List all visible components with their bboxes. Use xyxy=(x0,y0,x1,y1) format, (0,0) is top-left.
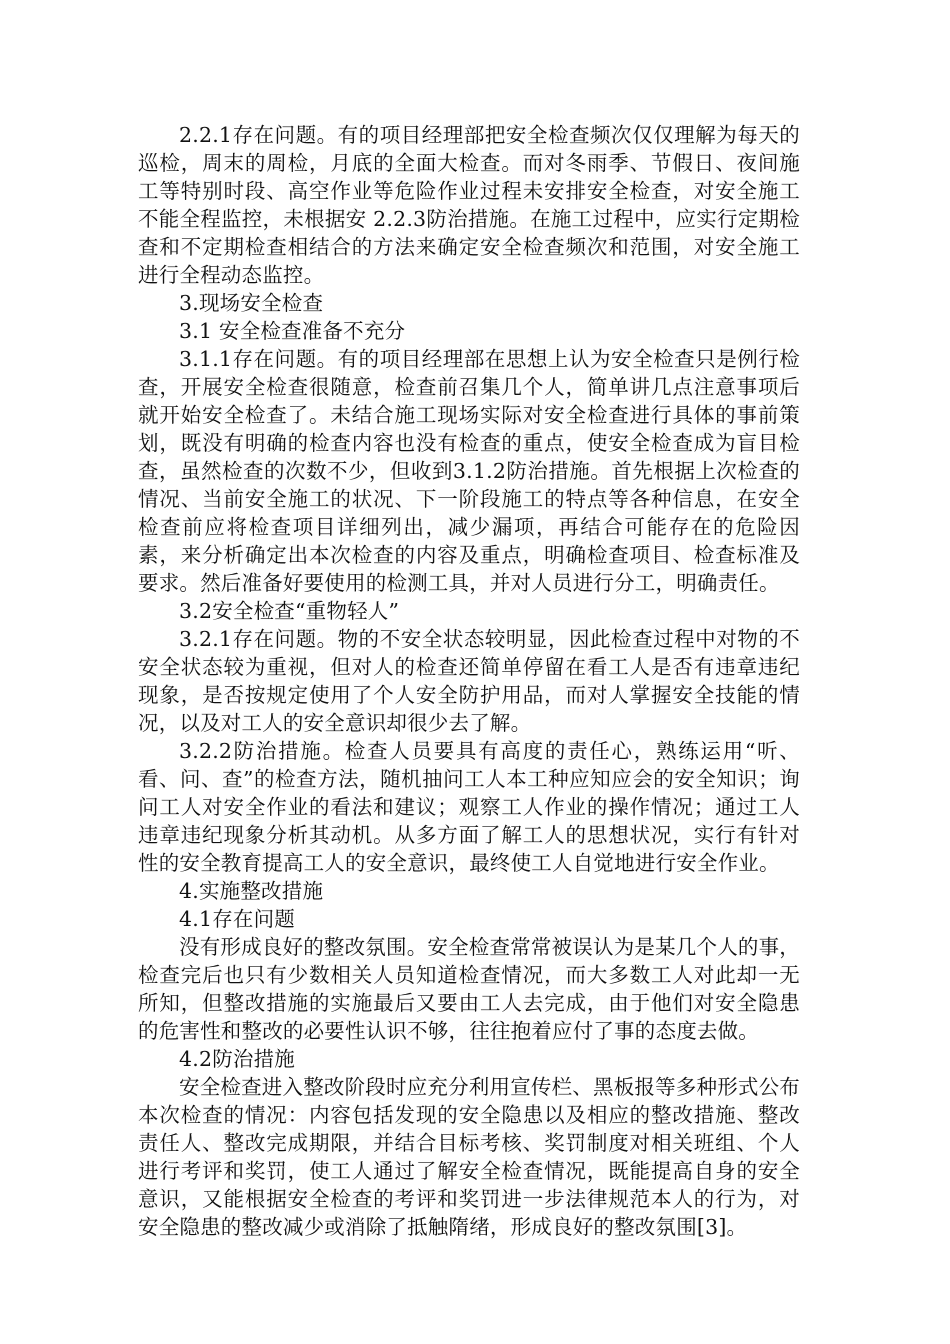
heading-4-1: 4.1存在问题 xyxy=(179,907,296,931)
paragraph-4-2: 安全检查进入整改阶段时应充分利用宣传栏、黑板报等多种形式公布本次检查的情况：内容包括发现的安全隐患以及相应的整改措施、整改责任人、整改完成期限，并结合目标考核、奖罚制度对相关班组、个人进行考评和奖罚，使工人通过了解安全检查情况，既能提高自身的安全意识，又能根据安全检查的考评和奖罚进一步法律规范本人的行为，对安全隐患的整改减少或消除了抵触隋绪，形成良好的整改氛围[3]。 xyxy=(138,1075,800,1239)
heading-3: 3.现场安全检查 xyxy=(179,291,324,315)
paragraph-4-1: 没有形成良好的整改氛围。安全检查常常被误认为是某几个人的事，检查完后也只有少数相关人员知道检查情况，而大多数工人对此却一无所知，但整改措施的实施最后又要由工人去完成，由于他们对安全隐患的危害性和整改的必要性认识不够，往往抱着应付了事的态度去做。 xyxy=(138,935,800,1043)
heading-3-1: 3.1 安全检查准备不充分 xyxy=(179,319,406,343)
paragraph-2-2-1: 2.2.1存在问题。有的项目经理部把安全检查频次仅仅理解为每天的巡检，周末的周检，月底的全面大检查。而对冬雨季、节假日、夜间施工等特别时段、高空作业等危险作业过程未安排安全检查，对安全施工不能全程监控，未根据安 2.2.3防治措施。在施工过程中，应实行定期检查和不定期检查相结合的方法来确定安全检查频次和范围，对安全施工进行全程动态监控。 xyxy=(138,123,800,287)
paragraph-3-2-2: 3.2.2防治措施。检查人员要具有高度的责任心，熟练运用“听、看、问、查”的检查方法，随机抽问工人本工种应知应会的安全知识；询问工人对安全作业的看法和建议；观察工人作业的操作情况；通过工人违章违纪现象分析其动机。从多方面了解工人的思想状况，实行有针对性的安全教育提高工人的安全意识，最终使工人自觉地进行安全作业。 xyxy=(138,739,800,875)
paragraph-3-2-1: 3.2.1存在问题。物的不安全状态较明显，因此检查过程中对物的不安全状态较为重视，但对人的检查还简单停留在看工人是否有违章违纪现象，是否按规定使用了个人安全防护用品，而对人掌握安全技能的情况，以及对工人的安全意识却很少去了解。 xyxy=(138,627,800,735)
document-body xyxy=(138,121,800,1241)
paragraph-3-1-1: 3.1.1存在问题。有的项目经理部在思想上认为安全检查只是例行检查，开展安全检查很随意，检查前召集几个人，简单讲几点注意事项后就开始安全检查了。未结合施工现场实际对安全检查进行具体的事前策划，既没有明确的检查内容也没有检查的重点，使安全检查成为盲目检查，虽然检查的次数不少，但收到3.1.2防治措施。首先根据上次检查的情况、当前安全施工的状况、下一阶段施工的特点等各种信息，在安全检查前应将检查项目详细列出，减少漏项，再结合可能存在的危险因素，来分析确定出本次检查的内容及重点，明确检查项目、检查标准及要求。然后准备好要使用的检测工具，并对人员进行分工，明确责任。 xyxy=(138,347,800,595)
heading-4-2: 4.2防治措施 xyxy=(179,1047,296,1071)
heading-3-2: 3.2安全检查“重物轻人” xyxy=(179,599,400,623)
heading-4: 4.实施整改措施 xyxy=(179,879,324,903)
